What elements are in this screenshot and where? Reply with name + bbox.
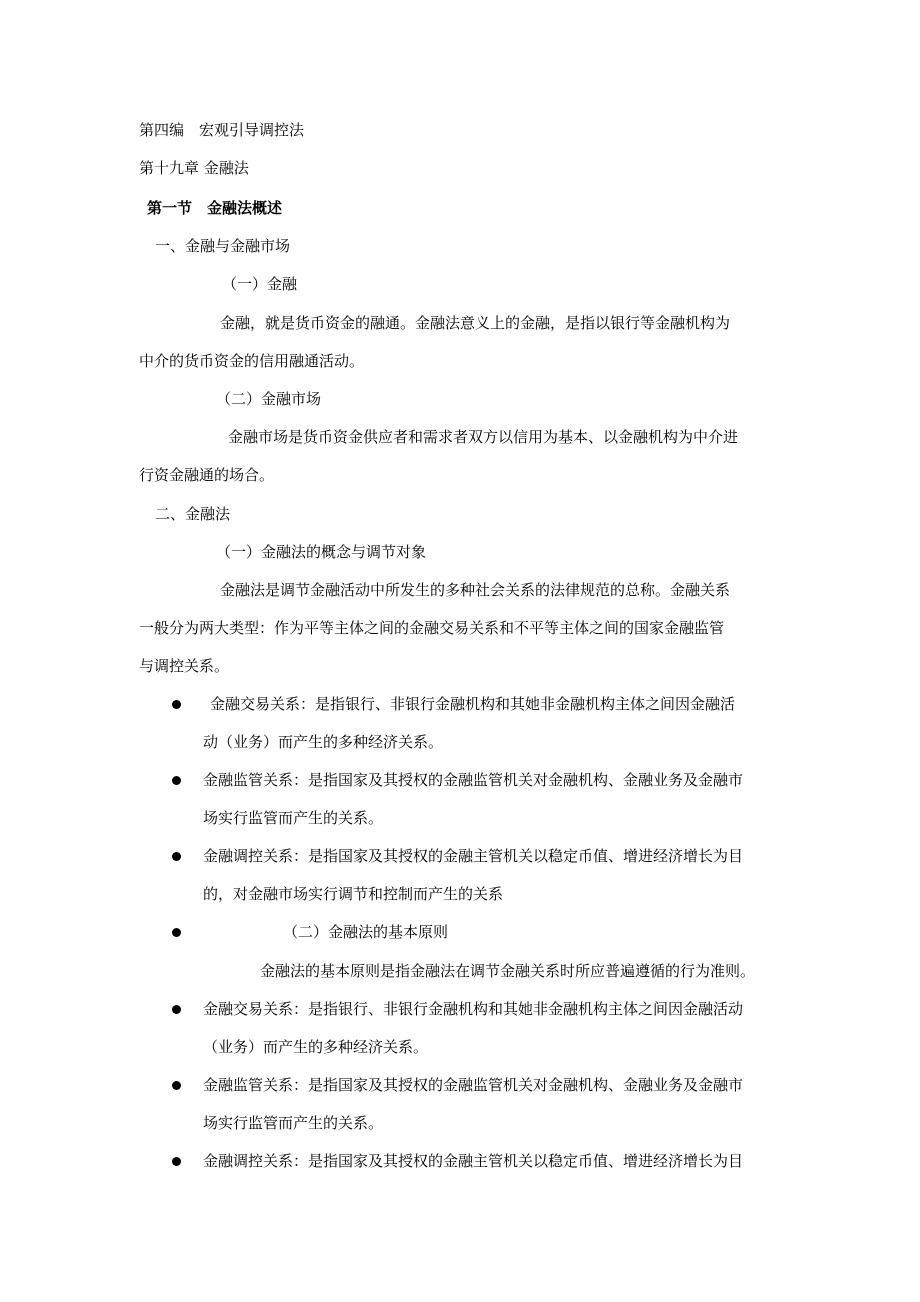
- bullet-a3-line-1: 金融调控关系：是指国家及其授权的金融主管机关以稳定币值、增进经济增长为目: [203, 847, 744, 865]
- bullet-b3-line-1: 金融调控关系：是指国家及其授权的金融主管机关以稳定币值、增进经济增长为目: [203, 1152, 744, 1170]
- bullet-b2-line-1: 金融监管关系：是指国家及其授权的金融监管机关对金融机构、金融业务及金融市: [203, 1076, 744, 1094]
- paragraph-market-line-1: 金融市场是货币资金供应者和需求者双方以信用为基本、以金融机构为中介进: [228, 428, 739, 446]
- subheading-principles: （二）金融法的基本原则: [283, 923, 449, 941]
- bullet-a1-line-1: 金融交易关系：是指银行、非银行金融机构和其她非金融机构主体之间因金融活: [210, 695, 736, 713]
- paragraph-principles: 金融法的基本原则是指金融法在调节金融关系时所应普遍遵循的行为准则。: [260, 962, 756, 980]
- paragraph-concept-line-3: 与调控关系。: [139, 657, 230, 675]
- bullet-a2-line-1: 金融监管关系：是指国家及其授权的金融监管机关对金融机构、金融业务及金融市: [203, 771, 744, 789]
- chapter-title: 第十九章 金融法: [139, 159, 249, 177]
- bullet-dot-icon: [172, 852, 181, 861]
- paragraph-concept-line-2: 一般分为两大类型：作为平等主体之间的金融交易关系和不平等主体之间的国家金融监管: [139, 619, 725, 637]
- paragraph-market-line-2: 行资金融通的场合。: [139, 466, 275, 484]
- bullet-b1-line-2: （业务）而产生的多种经济关系。: [203, 1038, 429, 1056]
- bullet-dot-icon: [172, 700, 181, 709]
- paragraph-concept-line-1: 金融法是调节金融活动中所发生的多种社会关系的法律规范的总称。金融关系: [220, 581, 731, 599]
- bullet-dot-icon: [172, 1157, 181, 1166]
- subheading-finance: （一）金融: [222, 275, 298, 293]
- part-title: 第四编 宏观引导调控法: [139, 121, 305, 139]
- bullet-a3-line-2: 的，对金融市场实行调节和控制而产生的关系: [203, 885, 504, 903]
- heading-finance-market: 一、金融与金融市场: [155, 237, 291, 255]
- paragraph-finance-line-1: 金融，就是货币资金的融通。金融法意义上的金融，是指以银行等金融机构为: [220, 314, 731, 332]
- bullet-dot-icon: [172, 776, 181, 785]
- subheading-concept: （一）金融法的概念与调节对象: [216, 543, 427, 561]
- paragraph-finance-line-2: 中介的货币资金的信用融通活动。: [139, 352, 365, 370]
- bullet-b2-line-2: 场实行监管而产生的关系。: [203, 1114, 384, 1132]
- subheading-financial-market: （二）金融市场: [216, 390, 322, 408]
- bullet-a1-line-2: 动（业务）而产生的多种经济关系。: [203, 733, 444, 751]
- section-title: 第一节 金融法概述: [147, 199, 283, 217]
- bullet-dot-icon: [172, 1081, 181, 1090]
- bullet-b1-line-1: 金融交易关系：是指银行、非银行金融机构和其她非金融机构主体之间因金融活动: [203, 1000, 744, 1018]
- bullet-dot-icon: [172, 928, 181, 937]
- heading-finance-law: 二、金融法: [155, 505, 231, 523]
- bullet-a2-line-2: 场实行监管而产生的关系。: [203, 809, 384, 827]
- bullet-dot-icon: [172, 1005, 181, 1014]
